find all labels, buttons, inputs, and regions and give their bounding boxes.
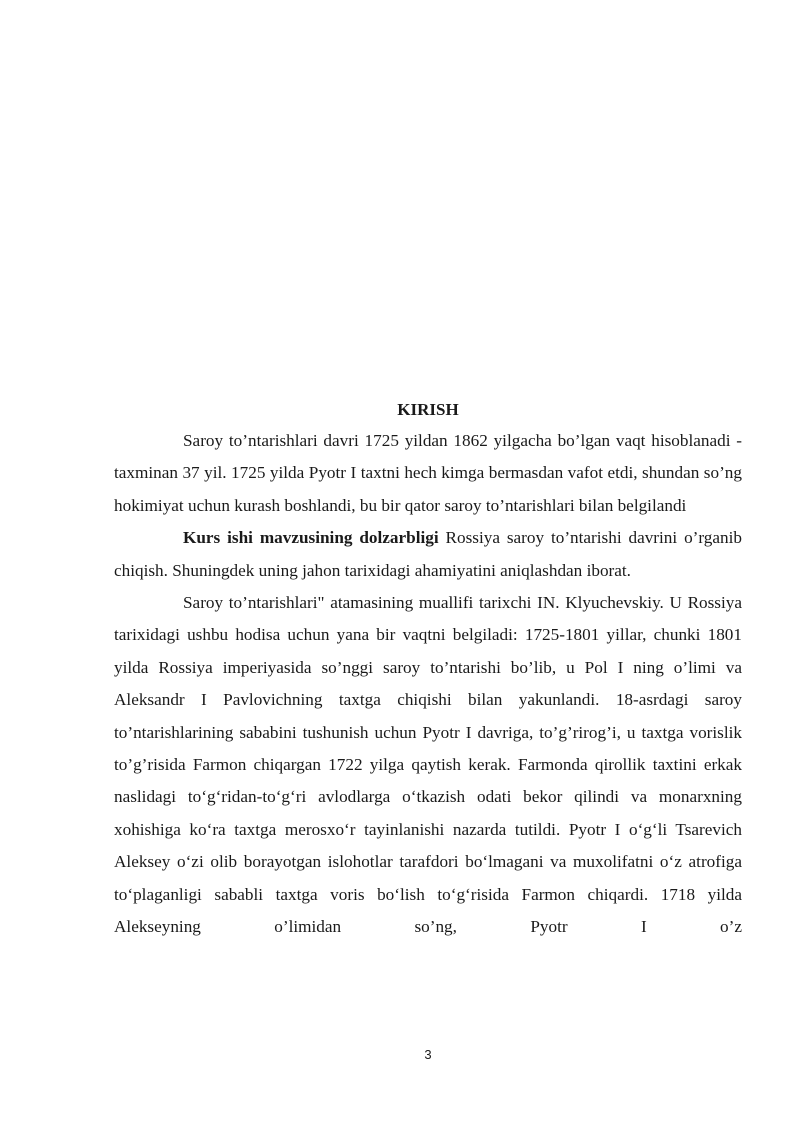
body-text xyxy=(114,425,742,944)
paragraph-2 xyxy=(114,522,742,587)
paragraph-1-text: Saroy to’ntarishlari davri 1725 yildan 1862 yilgacha bo’lgan vaqt hisoblanadi - taxminan 37 yil. 1725 yilda Pyotr I taxtni hech kimga bermasdan vafot etdi, shundan so’ng hokimiyat uchun kurash boshlandi, bu bir qator saroy to’ntarishlari bilan belgilandi xyxy=(114,431,742,515)
paragraph-3 xyxy=(114,587,742,943)
paragraph-3-text: Saroy to’ntarishlari" atamasining muallifi tarixchi IN. Klyuchevskiy. U Rossiya tarixidagi ushbu hodisa uchun yana bir vaqtni belgiladi: 1725-1801 yillar, chunki 1801 yilda Rossiya imperiyasida so’nggi saroy to’ntarishi bo’lib, u Pol I ning o’limi va Aleksandr I Pavlovichning taxtga chiqishi bilan yakunlandi. 18-asrdagi saroy to’ntarishlarining sababini tushunish uchun Pyotr I davriga, to’g’rirog’i, u taxtga vorislik to’g’risida Farmon chiqargan 1722 yilga qaytish kerak. Farmonda qirollik taxtini erkak naslidagi to‘g‘ridan-to‘g‘ri avlodlarga o‘tkazish odati bekor qilindi va monarxning xohishiga ko‘ra taxtga merosxo‘r tayinlanishi nazarda tutildi. Pyotr I o‘g‘li Tsarevich Aleksey o‘zi olib borayotgan islohotlar tarafdori bo‘lmagani va muxolifatni o‘z atrofiga to‘plaganligi sababli taxtga voris bo‘lish to‘g‘risida Farmon chiqardi. 1718 yilda Alekseyning o’limidan so’ng, Pyotr I o’z xyxy=(114,593,742,937)
paragraph-1 xyxy=(114,425,742,522)
paragraph-2-text: Rossiya saroy to’ntarishi davrini o’rganib chiqish. Shuningdek uning jahon tarixidagi ahamiyatini aniqlashdan iborat. xyxy=(114,528,742,580)
section-heading: KIRISH xyxy=(397,400,459,419)
paragraph-2-bold-lead: Kurs ishi mavzusining dolzarbligi xyxy=(183,528,439,548)
page-number: 3 xyxy=(424,1047,432,1062)
